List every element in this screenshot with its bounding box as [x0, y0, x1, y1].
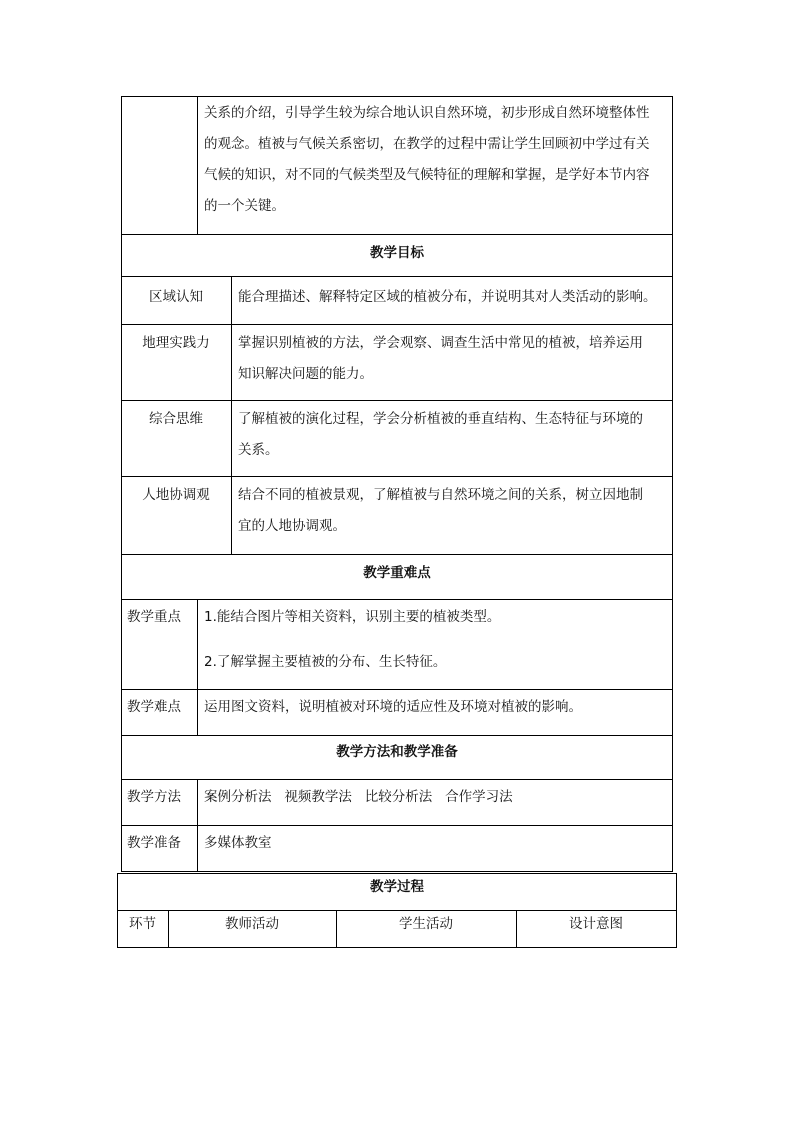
process-column-header: 教师活动: [225, 916, 279, 932]
difficulty-text: 运用图文资料，说明植被对环境的适应性及环境对植被的影响。: [204, 699, 582, 715]
row-border: [121, 689, 673, 690]
objective-text: 知识解决问题的能力。: [238, 366, 373, 382]
process-column-header: 学生活动: [399, 916, 453, 932]
objective-text: 结合不同的植被景观，了解植被与自然环境之间的关系，树立因地制: [238, 487, 643, 503]
table-border-top: [121, 96, 673, 97]
process-column-header: 设计意图: [569, 916, 623, 932]
process-heading: 教学过程: [370, 879, 424, 895]
methods-heading: 教学方法和教学准备: [336, 744, 458, 760]
intro-line: 气候的知识，对不同的气候类型及气候特征的理解和掌握，是学好本节内容: [204, 167, 650, 183]
prep-text: 多媒体教室: [204, 835, 272, 851]
difficulty-label: 教学难点: [127, 699, 181, 715]
keypoints-divider: [197, 599, 198, 735]
objective-text: 关系。: [238, 442, 279, 458]
row-border: [121, 234, 673, 235]
row-border: [121, 599, 673, 600]
objective-text: 掌握识别植被的方法，学会观察、调查生活中常见的植被，培养运用: [238, 335, 643, 351]
objective-text: 能合理描述、解释特定区域的植被分布，并说明其对人类活动的影响。: [238, 289, 657, 305]
row-border: [117, 910, 677, 911]
intro-divider: [197, 96, 198, 234]
objective-label: 人地协调观: [142, 487, 210, 503]
focus-label: 教学重点: [127, 609, 181, 625]
row-border: [121, 476, 673, 477]
objective-text: 宜的人地协调观。: [238, 518, 346, 534]
intro-line: 关系的介绍，引导学生较为综合地认识自然环境，初步形成自然环境整体性: [204, 105, 650, 121]
row-border: [121, 779, 673, 780]
focus-item: 1.能结合图片等相关资料，识别主要的植被类型。: [204, 609, 501, 625]
focus-item: 2.了解掌握主要植被的分布、生长特征。: [204, 654, 447, 670]
row-border: [121, 400, 673, 401]
row-border: [121, 825, 673, 826]
objectives-divider: [231, 276, 232, 554]
table-border-bottom: [121, 871, 673, 872]
intro-line: 的观念。植被与气候关系密切，在教学的过程中需让学生回顾初中学过有关: [204, 136, 650, 152]
row-border: [121, 324, 673, 325]
intro-paragraph: [204, 98, 668, 222]
process-column-header: 环节: [129, 916, 156, 932]
prep-label: 教学准备: [127, 835, 181, 851]
keypoints-heading: 教学重难点: [363, 565, 431, 581]
intro-line: 的一个关键。: [204, 198, 285, 214]
row-border: [121, 735, 673, 736]
objective-text: 了解植被的演化过程，学会分析植被的垂直结构、生态特征与环境的: [238, 411, 643, 427]
objective-label: 综合思维: [149, 411, 203, 427]
objectives-heading: 教学目标: [370, 245, 424, 261]
method-text: 案例分析法 视频教学法 比较分析法 合作学习法: [204, 789, 513, 805]
row-border: [121, 276, 673, 277]
row-border: [121, 554, 673, 555]
objective-label: 区域认知: [149, 289, 203, 305]
objective-label: 地理实践力: [142, 335, 210, 351]
process-border-bottom: [117, 947, 677, 948]
process-border-top: [117, 873, 677, 874]
method-label: 教学方法: [127, 789, 181, 805]
